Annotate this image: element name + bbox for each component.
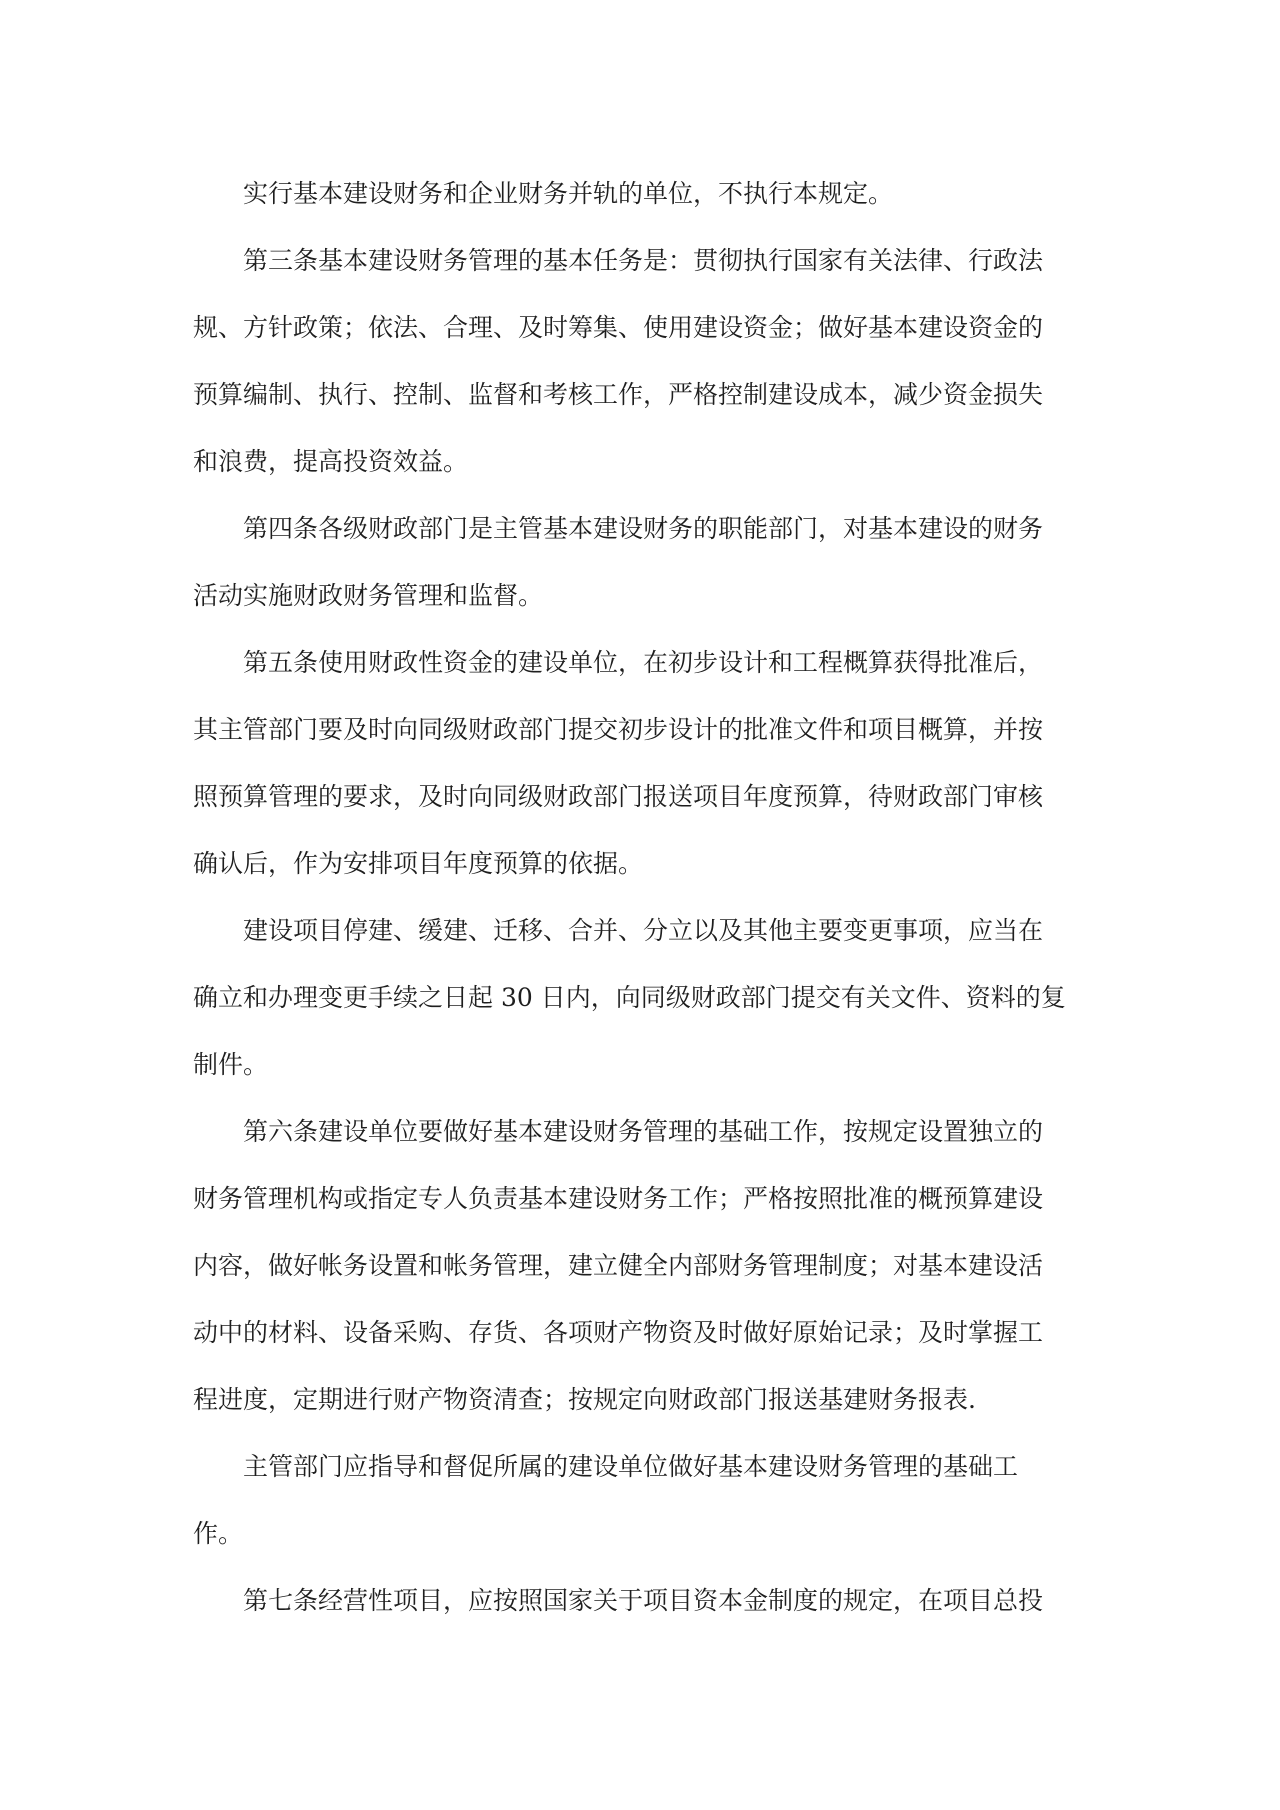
text-line: 第四条各级财政部门是主管基本建设财务的职能部门，对基本建设的财务: [243, 514, 1044, 543]
text-line: 和浪费，提高投资效益。: [193, 447, 469, 476]
text-line: 作。: [193, 1519, 244, 1548]
paragraph-article-6: [193, 1098, 1093, 1433]
text-line: 预算编制、执行、控制、监督和考核工作，严格控制建设成本，减少资金损失: [193, 380, 1044, 409]
text-line: 照预算管理的要求，及时向同级财政部门报送项目年度预算，待财政部门审核: [193, 782, 1044, 811]
text-line: 规、方针政策；依法、合理、及时筹集、使用建设资金；做好基本建设资金的: [193, 313, 1044, 342]
paragraph-article-5: [193, 629, 1093, 897]
paragraph-article-3: [193, 227, 1093, 495]
text-line: 确认后，作为安排项目年度预算的依据。: [193, 849, 644, 878]
text-line: 第七条经营性项目，应按照国家关于项目资本金制度的规定，在项目总投: [243, 1586, 1044, 1615]
text-line: 财务管理机构或指定专人负责基本建设财务工作；严格按照批准的概预算建设: [193, 1184, 1044, 1213]
text-line: 第五条使用财政性资金的建设单位，在初步设计和工程概算获得批准后，: [243, 648, 1044, 677]
text-line: 主管部门应指导和督促所属的建设单位做好基本建设财务管理的基础工: [243, 1452, 1019, 1481]
text-line: 活动实施财政财务管理和监督。: [193, 581, 544, 610]
text-line: 其主管部门要及时向同级财政部门提交初步设计的批准文件和项目概算，并按: [193, 715, 1044, 744]
text-line: 第三条基本建设财务管理的基本任务是：贯彻执行国家有关法律、行政法: [243, 246, 1044, 275]
text-line: 建设项目停建、缓建、迁移、合并、分立以及其他主要变更事项，应当在: [243, 916, 1044, 945]
text-line: 内容，做好帐务设置和帐务管理，建立健全内部财务管理制度；对基本建设活: [193, 1251, 1044, 1280]
paragraph-project-changes: [193, 897, 1093, 1098]
text-line: 实行基本建设财务和企业财务并轨的单位，不执行本规定。: [243, 179, 894, 208]
text-line: 动中的材料、设备采购、存货、各项财产物资及时做好原始记录；及时掌握工: [193, 1318, 1044, 1347]
document-body: [193, 160, 1093, 1634]
paragraph-article-4: [193, 495, 1093, 629]
text-line: 制件。: [193, 1050, 269, 1079]
text-line: 第六条建设单位要做好基本建设财务管理的基础工作，按规定设置独立的: [243, 1117, 1044, 1146]
paragraph-merged-unit-exemption: [193, 160, 1093, 227]
paragraph-supervisor-guidance: [193, 1433, 1093, 1567]
text-line: 确立和办理变更手续之日起 30 日内，向同级财政部门提交有关文件、资料的复: [193, 983, 1066, 1012]
paragraph-article-7: [193, 1567, 1093, 1634]
text-line: 程进度，定期进行财产物资清查；按规定向财政部门报送基建财务报表.: [193, 1385, 976, 1414]
